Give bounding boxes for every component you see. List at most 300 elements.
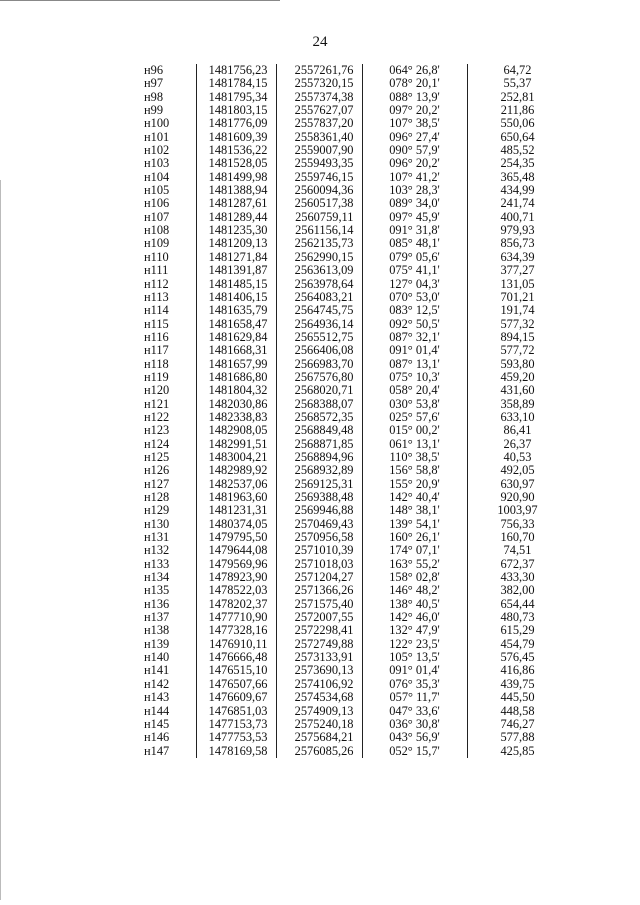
y-coordinate-cell: 2558361,40: [276, 131, 362, 144]
x-coordinate-cell: 1479795,50: [196, 531, 276, 544]
point-id-cell: н96: [144, 63, 164, 77]
direction-angle-cell: 087° 13,1': [362, 358, 467, 371]
table-row: [116, 438, 568, 451]
x-coordinate-cell: 1481388,94: [196, 184, 276, 197]
table-row: [116, 291, 568, 304]
x-coordinate-cell: 1477153,73: [196, 718, 276, 731]
segment-length-cell: 382,00: [467, 584, 568, 597]
point-id-cell: н134: [144, 570, 170, 585]
point-id-cell: н129: [144, 503, 170, 518]
point-id-cell: н116: [144, 329, 169, 344]
point-id-cell: н122: [144, 409, 170, 424]
y-coordinate-cell: 2571575,40: [276, 598, 362, 611]
direction-angle-cell: 103° 28,3': [362, 184, 467, 197]
x-coordinate-cell: 1482908,05: [196, 424, 276, 437]
x-coordinate-cell: 1481795,34: [196, 91, 276, 104]
direction-angle-cell: 138° 40,5': [362, 598, 467, 611]
direction-angle-cell: 122° 23,5': [362, 638, 467, 651]
direction-angle-cell: 148° 38,1': [362, 504, 467, 517]
segment-length-cell: 1003,97: [467, 504, 568, 517]
direction-angle-cell: 079° 05,6': [362, 251, 467, 264]
table-row: [116, 478, 568, 491]
segment-length-cell: 593,80: [467, 358, 568, 371]
table-row: [116, 504, 568, 517]
y-coordinate-cell: 2568894,96: [276, 451, 362, 464]
y-coordinate-cell: 2571204,27: [276, 571, 362, 584]
point-id-cell: н133: [144, 556, 170, 571]
y-coordinate-cell: 2557374,38: [276, 91, 362, 104]
y-coordinate-cell: 2562135,73: [276, 237, 362, 250]
segment-length-cell: 40,53: [467, 451, 568, 464]
table-row: [116, 224, 568, 237]
point-id-cell: н123: [144, 423, 170, 438]
x-coordinate-cell: 1481658,47: [196, 318, 276, 331]
point-id-cell: н119: [144, 369, 169, 384]
table-row: [116, 384, 568, 397]
x-coordinate-cell: 1481686,80: [196, 371, 276, 384]
x-coordinate-cell: 1480374,05: [196, 518, 276, 531]
direction-angle-cell: 064° 26,8': [362, 64, 467, 77]
x-coordinate-cell: 1478522,03: [196, 584, 276, 597]
segment-length-cell: 550,06: [467, 117, 568, 130]
direction-angle-cell: 070° 53,0': [362, 291, 467, 304]
x-coordinate-cell: 1478169,58: [196, 745, 276, 758]
table-row: [116, 544, 568, 557]
direction-angle-cell: 030° 53,8': [362, 398, 467, 411]
x-coordinate-cell: 1481406,15: [196, 291, 276, 304]
segment-length-cell: 480,73: [467, 611, 568, 624]
table-row: [116, 651, 568, 664]
x-coordinate-cell: 1482537,06: [196, 478, 276, 491]
point-id-cell: н109: [144, 236, 170, 251]
direction-angle-cell: 097° 45,9': [362, 211, 467, 224]
y-coordinate-cell: 2573690,13: [276, 664, 362, 677]
direction-angle-cell: 075° 41,1': [362, 264, 467, 277]
direction-angle-cell: 105° 13,5': [362, 651, 467, 664]
table-row: [116, 278, 568, 291]
x-coordinate-cell: 1482030,86: [196, 398, 276, 411]
y-coordinate-cell: 2571018,03: [276, 558, 362, 571]
direction-angle-cell: 174° 07,1': [362, 544, 467, 557]
table-row: [116, 464, 568, 477]
y-coordinate-cell: 2575240,18: [276, 718, 362, 731]
y-coordinate-cell: 2568388,07: [276, 398, 362, 411]
direction-angle-cell: 043° 56,9': [362, 731, 467, 744]
y-coordinate-cell: 2575684,21: [276, 731, 362, 744]
x-coordinate-cell: 1479569,96: [196, 558, 276, 571]
table-row: [116, 558, 568, 571]
table-row: [116, 531, 568, 544]
y-coordinate-cell: 2569388,48: [276, 491, 362, 504]
point-id-cell: н110: [144, 249, 169, 264]
direction-angle-cell: 142° 46,0': [362, 611, 467, 624]
point-id-cell: н132: [144, 543, 170, 558]
point-id-cell: н121: [144, 396, 170, 411]
y-coordinate-cell: 2572749,88: [276, 638, 362, 651]
point-id-cell: н143: [144, 690, 170, 705]
point-id-cell: н138: [144, 623, 170, 638]
direction-angle-cell: 127° 04,3': [362, 278, 467, 291]
table-row: [116, 131, 568, 144]
table-row: [116, 691, 568, 704]
x-coordinate-cell: 1481391,87: [196, 264, 276, 277]
direction-angle-cell: 146° 48,2': [362, 584, 467, 597]
page-top-edge-line: [0, 0, 280, 1]
point-id-cell: н117: [144, 343, 169, 358]
y-coordinate-cell: 2559746,15: [276, 171, 362, 184]
y-coordinate-cell: 2563613,09: [276, 264, 362, 277]
y-coordinate-cell: 2557261,76: [276, 64, 362, 77]
point-id-cell: н137: [144, 610, 170, 625]
direction-angle-cell: 057° 11,7': [362, 691, 467, 704]
direction-angle-cell: 090° 57,9': [362, 144, 467, 157]
direction-angle-cell: 156° 58,8': [362, 464, 467, 477]
y-coordinate-cell: 2568932,89: [276, 464, 362, 477]
y-coordinate-cell: 2565512,75: [276, 331, 362, 344]
x-coordinate-cell: 1481499,98: [196, 171, 276, 184]
x-coordinate-cell: 1481635,79: [196, 304, 276, 317]
direction-angle-cell: 142° 40,4': [362, 491, 467, 504]
x-coordinate-cell: 1476666,48: [196, 651, 276, 664]
direction-angle-cell: 091° 01,4': [362, 664, 467, 677]
table-row: [116, 611, 568, 624]
point-id-cell: н102: [144, 143, 170, 158]
direction-angle-cell: 092° 50,5': [362, 318, 467, 331]
segment-length-cell: 365,48: [467, 171, 568, 184]
table-row: [116, 331, 568, 344]
table-row: [116, 718, 568, 731]
segment-length-cell: 630,97: [467, 478, 568, 491]
direction-angle-cell: 087° 32,1': [362, 331, 467, 344]
point-id-cell: н101: [144, 129, 170, 144]
table-row: [116, 91, 568, 104]
direction-angle-cell: 058° 20,4': [362, 384, 467, 397]
segment-length-cell: 26,37: [467, 438, 568, 451]
point-id-cell: н144: [144, 703, 170, 718]
segment-length-cell: 433,30: [467, 571, 568, 584]
direction-angle-cell: 096° 20,2': [362, 157, 467, 170]
direction-angle-cell: 091° 31,8': [362, 224, 467, 237]
direction-angle-cell: 097° 20,2': [362, 104, 467, 117]
point-id-cell: н112: [144, 276, 169, 291]
x-coordinate-cell: 1481536,22: [196, 144, 276, 157]
direction-angle-cell: 089° 34,0': [362, 197, 467, 210]
segment-length-cell: 55,37: [467, 77, 568, 90]
table-row: [116, 117, 568, 130]
segment-length-cell: 445,50: [467, 691, 568, 704]
x-coordinate-cell: 1477328,16: [196, 624, 276, 637]
table-row: [116, 184, 568, 197]
y-coordinate-cell: 2567576,80: [276, 371, 362, 384]
segment-length-cell: 160,70: [467, 531, 568, 544]
page-number: 24: [312, 34, 328, 50]
x-coordinate-cell: 1481235,30: [196, 224, 276, 237]
direction-angle-cell: 107° 38,5': [362, 117, 467, 130]
direction-angle-cell: 047° 33,6': [362, 705, 467, 718]
point-id-cell: н106: [144, 196, 170, 211]
x-coordinate-cell: 1481528,05: [196, 157, 276, 170]
x-coordinate-cell: 1481668,31: [196, 344, 276, 357]
point-id-cell: н124: [144, 436, 170, 451]
table-row: [116, 398, 568, 411]
x-coordinate-cell: 1478923,90: [196, 571, 276, 584]
point-id-cell: н113: [144, 289, 169, 304]
table-row: [116, 358, 568, 371]
table-row: [116, 584, 568, 597]
point-id-cell: н130: [144, 516, 170, 531]
y-coordinate-cell: 2557837,20: [276, 117, 362, 130]
direction-angle-cell: 078° 20,1': [362, 77, 467, 90]
point-id-cell: н115: [144, 316, 169, 331]
point-id-cell: н103: [144, 156, 170, 171]
y-coordinate-cell: 2570469,43: [276, 518, 362, 531]
table-row: [116, 451, 568, 464]
x-coordinate-cell: 1476609,67: [196, 691, 276, 704]
direction-angle-cell: 036° 30,8': [362, 718, 467, 731]
table-row: [116, 197, 568, 210]
segment-length-cell: 979,93: [467, 224, 568, 237]
x-coordinate-cell: 1476507,66: [196, 678, 276, 691]
point-id-cell: н125: [144, 449, 170, 464]
direction-angle-cell: 163° 55,2': [362, 558, 467, 571]
direction-angle-cell: 052° 15,7': [362, 745, 467, 758]
direction-angle-cell: 110° 38,5': [362, 451, 467, 464]
segment-length-cell: 358,89: [467, 398, 568, 411]
x-coordinate-cell: 1482338,83: [196, 411, 276, 424]
point-id-cell: н135: [144, 583, 170, 598]
segment-length-cell: 485,52: [467, 144, 568, 157]
x-coordinate-cell: 1481609,39: [196, 131, 276, 144]
y-coordinate-cell: 2568572,35: [276, 411, 362, 424]
table-row: [116, 211, 568, 224]
x-coordinate-cell: 1476910,11: [196, 638, 276, 651]
table-row: [116, 424, 568, 437]
segment-length-cell: 654,44: [467, 598, 568, 611]
direction-angle-cell: 096° 27,4': [362, 131, 467, 144]
point-id-cell: н105: [144, 183, 170, 198]
segment-length-cell: 920,90: [467, 491, 568, 504]
x-coordinate-cell: 1478202,37: [196, 598, 276, 611]
y-coordinate-cell: 2574106,92: [276, 678, 362, 691]
y-coordinate-cell: 2564936,14: [276, 318, 362, 331]
segment-length-cell: 615,29: [467, 624, 568, 637]
segment-length-cell: 756,33: [467, 518, 568, 531]
direction-angle-cell: 015° 00,2': [362, 424, 467, 437]
y-coordinate-cell: 2568849,48: [276, 424, 362, 437]
boundary-coordinates-table: [116, 64, 568, 758]
segment-length-cell: 64,72: [467, 64, 568, 77]
table-body: [116, 64, 568, 758]
segment-length-cell: 577,32: [467, 318, 568, 331]
x-coordinate-cell: 1481776,09: [196, 117, 276, 130]
x-coordinate-cell: 1481629,84: [196, 331, 276, 344]
direction-angle-cell: 107° 41,2': [362, 171, 467, 184]
segment-length-cell: 856,73: [467, 237, 568, 250]
table-row: [116, 664, 568, 677]
table-row: [116, 344, 568, 357]
table-row: [116, 624, 568, 637]
point-id-cell: н104: [144, 169, 170, 184]
table-row: [116, 304, 568, 317]
y-coordinate-cell: 2560759,11: [276, 211, 362, 224]
segment-length-cell: 439,75: [467, 678, 568, 691]
point-id-cell: н114: [144, 303, 169, 318]
y-coordinate-cell: 2568020,71: [276, 384, 362, 397]
table-row: [116, 518, 568, 531]
table-row: [116, 705, 568, 718]
y-coordinate-cell: 2574909,13: [276, 705, 362, 718]
x-coordinate-cell: 1481657,99: [196, 358, 276, 371]
point-id-cell: н126: [144, 463, 170, 478]
x-coordinate-cell: 1481209,13: [196, 237, 276, 250]
direction-angle-cell: 061° 13,1': [362, 438, 467, 451]
point-id-cell: н145: [144, 716, 170, 731]
table-row: [116, 264, 568, 277]
point-id-cell: н100: [144, 116, 170, 131]
direction-angle-cell: 085° 48,1': [362, 237, 467, 250]
point-id-cell: н142: [144, 676, 170, 691]
y-coordinate-cell: 2566406,08: [276, 344, 362, 357]
segment-length-cell: 650,64: [467, 131, 568, 144]
y-coordinate-cell: 2559493,35: [276, 157, 362, 170]
y-coordinate-cell: 2560517,38: [276, 197, 362, 210]
point-id-cell: н139: [144, 636, 170, 651]
y-coordinate-cell: 2571366,26: [276, 584, 362, 597]
segment-length-cell: 746,27: [467, 718, 568, 731]
y-coordinate-cell: 2559007,90: [276, 144, 362, 157]
segment-length-cell: 577,72: [467, 344, 568, 357]
x-coordinate-cell: 1481784,15: [196, 77, 276, 90]
table-row: [116, 411, 568, 424]
point-id-cell: н118: [144, 356, 169, 371]
point-id-cell: н141: [144, 663, 170, 678]
x-coordinate-cell: 1476851,03: [196, 705, 276, 718]
point-id-cell: н127: [144, 476, 170, 491]
x-coordinate-cell: 1483004,21: [196, 451, 276, 464]
segment-length-cell: 377,27: [467, 264, 568, 277]
direction-angle-cell: 083° 12,5': [362, 304, 467, 317]
point-id-cell: н131: [144, 530, 170, 545]
segment-length-cell: 434,99: [467, 184, 568, 197]
y-coordinate-cell: 2564083,21: [276, 291, 362, 304]
page-left-edge-line: [0, 180, 1, 900]
y-coordinate-cell: 2573133,91: [276, 651, 362, 664]
point-id-cell: н140: [144, 650, 170, 665]
segment-length-cell: 241,74: [467, 197, 568, 210]
x-coordinate-cell: 1481963,60: [196, 491, 276, 504]
segment-length-cell: 425,85: [467, 745, 568, 758]
point-id-cell: н120: [144, 383, 170, 398]
segment-length-cell: 74,51: [467, 544, 568, 557]
segment-length-cell: 577,88: [467, 731, 568, 744]
direction-angle-cell: 132° 47,9': [362, 624, 467, 637]
segment-length-cell: 191,74: [467, 304, 568, 317]
segment-length-cell: 459,20: [467, 371, 568, 384]
x-coordinate-cell: 1482989,92: [196, 464, 276, 477]
segment-length-cell: 633,10: [467, 411, 568, 424]
x-coordinate-cell: 1481756,23: [196, 64, 276, 77]
x-coordinate-cell: 1477710,90: [196, 611, 276, 624]
segment-length-cell: 701,21: [467, 291, 568, 304]
table-row: [116, 104, 568, 117]
y-coordinate-cell: 2563978,64: [276, 278, 362, 291]
segment-length-cell: 400,71: [467, 211, 568, 224]
y-coordinate-cell: 2574534,68: [276, 691, 362, 704]
x-coordinate-cell: 1481804,32: [196, 384, 276, 397]
table-row: [116, 598, 568, 611]
direction-angle-cell: 076° 35,3': [362, 678, 467, 691]
x-coordinate-cell: 1481803,15: [196, 104, 276, 117]
table-row: [116, 157, 568, 170]
table-row: [116, 571, 568, 584]
direction-angle-cell: 158° 02,8': [362, 571, 467, 584]
direction-angle-cell: 160° 26,1': [362, 531, 467, 544]
y-coordinate-cell: 2572007,55: [276, 611, 362, 624]
point-id-cell: н97: [144, 76, 164, 91]
y-coordinate-cell: 2557320,15: [276, 77, 362, 90]
x-coordinate-cell: 1482991,51: [196, 438, 276, 451]
direction-angle-cell: 139° 54,1': [362, 518, 467, 531]
segment-length-cell: 416,86: [467, 664, 568, 677]
y-coordinate-cell: 2568871,85: [276, 438, 362, 451]
point-id-cell: н108: [144, 223, 170, 238]
y-coordinate-cell: 2570956,58: [276, 531, 362, 544]
point-id-cell: н128: [144, 490, 170, 504]
x-coordinate-cell: 1479644,08: [196, 544, 276, 557]
table-row: [116, 638, 568, 651]
y-coordinate-cell: 2561156,14: [276, 224, 362, 237]
point-id-cell: н147: [144, 743, 170, 758]
table-row: [116, 77, 568, 90]
y-coordinate-cell: 2562990,15: [276, 251, 362, 264]
table-row: [116, 171, 568, 184]
table-row: [116, 491, 568, 504]
segment-length-cell: 448,58: [467, 705, 568, 718]
point-id-cell: н146: [144, 730, 170, 745]
segment-length-cell: 211,86: [467, 104, 568, 117]
x-coordinate-cell: 1481231,31: [196, 504, 276, 517]
point-id-cell: н136: [144, 596, 170, 611]
segment-length-cell: 492,05: [467, 464, 568, 477]
x-coordinate-cell: 1481287,61: [196, 197, 276, 210]
segment-length-cell: 86,41: [467, 424, 568, 437]
point-id-cell: н111: [144, 263, 169, 278]
x-coordinate-cell: 1476515,10: [196, 664, 276, 677]
y-coordinate-cell: 2560094,36: [276, 184, 362, 197]
segment-length-cell: 576,45: [467, 651, 568, 664]
table-row: [116, 745, 568, 758]
table-row: [116, 144, 568, 157]
segment-length-cell: 252,81: [467, 91, 568, 104]
direction-angle-cell: 091° 01,4': [362, 344, 467, 357]
segment-length-cell: 894,15: [467, 331, 568, 344]
segment-length-cell: 254,35: [467, 157, 568, 170]
x-coordinate-cell: 1481485,15: [196, 278, 276, 291]
direction-angle-cell: 088° 13,9': [362, 91, 467, 104]
direction-angle-cell: 025° 57,6': [362, 411, 467, 424]
direction-angle-cell: 075° 10,3': [362, 371, 467, 384]
x-coordinate-cell: 1481271,84: [196, 251, 276, 264]
y-coordinate-cell: 2557627,07: [276, 104, 362, 117]
segment-length-cell: 634,39: [467, 251, 568, 264]
table-row: [116, 731, 568, 744]
point-id-cell: н99: [144, 103, 164, 118]
segment-length-cell: 454,79: [467, 638, 568, 651]
table-row: [116, 371, 568, 384]
table-row: [116, 64, 568, 77]
y-coordinate-cell: 2564745,75: [276, 304, 362, 317]
segment-length-cell: 131,05: [467, 278, 568, 291]
